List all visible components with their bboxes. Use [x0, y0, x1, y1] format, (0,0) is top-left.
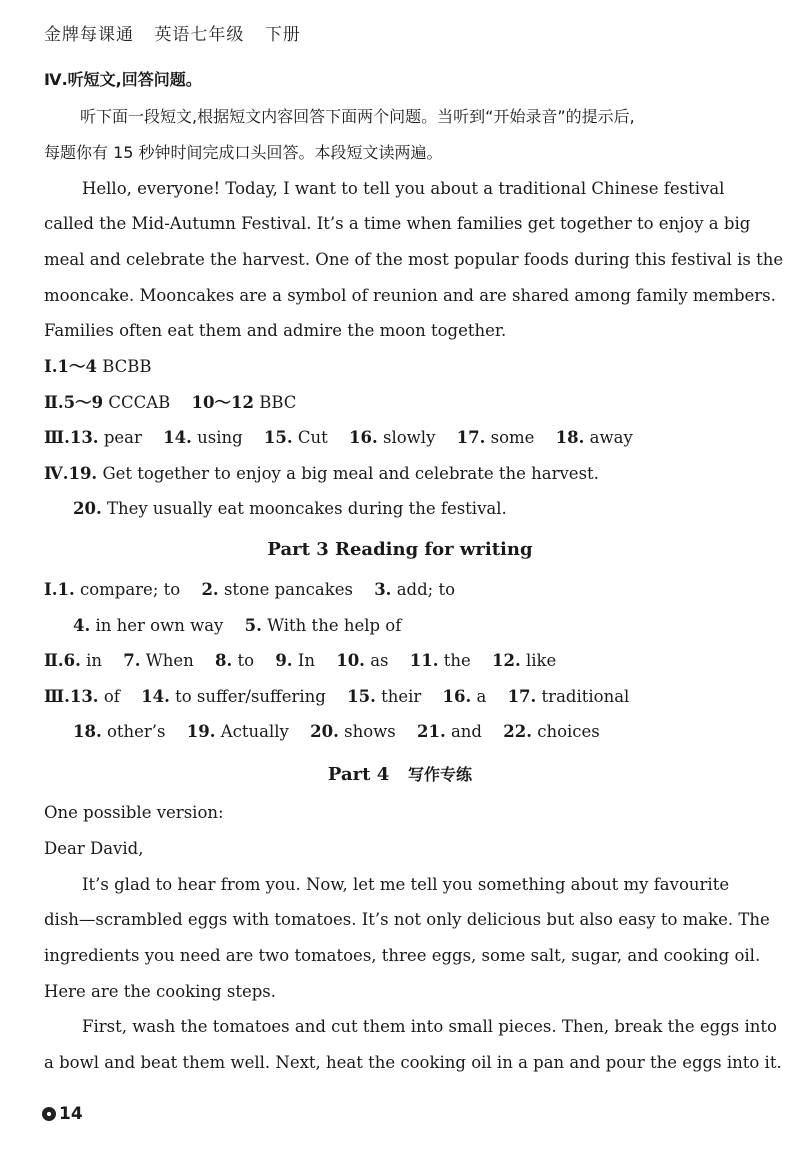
item-answer: of [103, 687, 120, 706]
item-number: 15. [347, 687, 376, 706]
answer-text: BBC [259, 393, 297, 412]
subject-title: 英语七年级 [154, 25, 245, 45]
essay-intro: One possible version: [44, 803, 224, 822]
item-number: 11. [409, 651, 439, 670]
item-answer: traditional [541, 687, 630, 706]
essay-line: a bowl and beat them well. Next, heat the cooking oil in a pan and pour the eggs into it. [44, 1053, 782, 1072]
item-answer: in [86, 651, 103, 670]
item-number: 13. [69, 428, 99, 447]
item-answer: away [589, 428, 633, 447]
item-number: 1. [57, 580, 75, 599]
item-answer: When [145, 651, 194, 670]
passage-line: mooncake. Mooncakes are a symbol of reunion and are shared among family members. [44, 286, 776, 305]
answer-text: CCCAB [108, 393, 171, 412]
passage-line: Families often eat them and admire the moon together. [44, 321, 507, 340]
page-number [42, 1104, 83, 1124]
answer-row-ii [44, 393, 760, 413]
part-3-title: Part 3 Reading for writing [267, 539, 533, 560]
item-number: 2. [201, 580, 219, 599]
part3-row-i-2 [73, 616, 760, 636]
answer-label: Ⅱ.5～9 [44, 393, 104, 412]
item-number: 4. [73, 616, 91, 635]
item-number: 20. [310, 722, 339, 741]
instruction-line-2: 每题你有 15 秒钟时间完成口头回答。本段短文读两遍。 [44, 143, 443, 162]
item-number: 12. [492, 651, 521, 670]
item-number: 16. [442, 687, 472, 706]
item-number: 6. [63, 651, 81, 670]
item-answer: Cut [297, 428, 328, 447]
answer-text: Get together to enjoy a big meal and celebrate the harvest. [102, 464, 599, 483]
part3-row-ii [44, 651, 760, 671]
answer-text: They usually eat mooncakes during the festival. [106, 499, 507, 518]
item-answer: the [443, 651, 471, 670]
item-answer: some [490, 428, 535, 447]
item-answer: add; to [396, 580, 456, 599]
item-answer: In [297, 651, 315, 670]
answer-label: Ⅰ.1～4 [44, 357, 97, 376]
item-answer: Actually [220, 722, 289, 741]
item-answer: stone pancakes [223, 580, 353, 599]
item-number: 3. [374, 580, 392, 599]
book-title: 金牌每课通 [44, 25, 134, 45]
answer-row-iii [44, 428, 760, 448]
item-number: 5. [244, 616, 262, 635]
item-number: 19. [186, 722, 216, 741]
item-answer: to suffer/suffering [175, 687, 326, 706]
passage-line: meal and celebrate the harvest. One of the most popular foods during this festival is the [44, 250, 784, 269]
item-number: 21. [416, 722, 446, 741]
answer-row-iv [44, 464, 760, 484]
answer-label: 10～12 [191, 393, 254, 412]
essay-line: dish—scrambled eggs with tomatoes. It’s not only delicious but also easy to make. The [44, 910, 770, 929]
item-answer: a [476, 687, 487, 706]
item-number: 7. [123, 651, 141, 670]
part3-row-iii-1 [44, 687, 760, 707]
answer-label: Ⅲ. [44, 687, 70, 706]
volume-title: 下册 [264, 25, 301, 45]
item-number: 15. [263, 428, 293, 447]
answer-label: Ⅳ.19. [44, 464, 98, 483]
answer-row-i [44, 357, 760, 377]
item-number: 16. [349, 428, 378, 447]
answer-label: Ⅲ. [44, 428, 70, 447]
answer-label: Ⅰ. [44, 580, 58, 599]
item-answer: and [450, 722, 482, 741]
essay-line: It’s glad to hear from you. Now, let me tell you something about my favourite [82, 875, 730, 894]
item-number: 13. [69, 687, 99, 706]
item-answer: choices [537, 722, 600, 741]
item-answer: pear [103, 428, 142, 447]
answer-label: Ⅱ. [44, 651, 64, 670]
essay-line: ingredients you need are two tomatoes, three eggs, some salt, sugar, and cooking oil. [44, 946, 761, 965]
part-4-title [0, 762, 800, 785]
answer-text: BCBB [102, 357, 152, 376]
item-answer: as [370, 651, 389, 670]
answer-label: 20. [73, 499, 102, 518]
passage-line: called the Mid-Autumn Festival. It’s a time when families get together to enjoy a big [44, 214, 751, 233]
item-answer: other’s [106, 722, 166, 741]
item-answer: like [525, 651, 557, 670]
page-marker-icon [42, 1107, 56, 1121]
item-number: 17. [456, 428, 486, 447]
item-answer: using [197, 428, 243, 447]
item-answer: their [381, 687, 422, 706]
item-number: 9. [275, 651, 293, 670]
answer-row-20 [73, 499, 760, 519]
item-number: 14. [163, 428, 192, 447]
item-answer: slowly [382, 428, 436, 447]
part3-row-iii-2 [73, 722, 760, 742]
essay-greeting: Dear David, [44, 839, 144, 858]
item-number: 8. [215, 651, 233, 670]
item-answer: compare; to [79, 580, 181, 599]
item-number: 17. [507, 687, 537, 706]
page-header [44, 20, 315, 45]
instruction-line-1: 听下面一段短文,根据短文内容回答下面两个问题。当听到“开始录音”的提示后, [80, 107, 635, 126]
page-number-text: 14 [59, 1104, 83, 1124]
section-iv-title: Ⅳ.听短文,回答问题。 [44, 70, 202, 89]
item-answer: shows [344, 722, 396, 741]
essay-line: Here are the cooking steps. [44, 982, 277, 1001]
item-number: 18. [73, 722, 102, 741]
item-number: 10. [336, 651, 365, 670]
passage-line: Hello, everyone! Today, I want to tell you about a traditional Chinese festival [82, 179, 725, 198]
item-number: 22. [503, 722, 532, 741]
item-answer: to [237, 651, 255, 670]
item-answer: With the help of [267, 616, 402, 635]
item-number: 14. [141, 687, 170, 706]
part-4-title-en: Part 4 [327, 764, 390, 785]
part3-row-i-1 [44, 580, 760, 600]
essay-line: First, wash the tomatoes and cut them into small pieces. Then, break the eggs into [82, 1017, 777, 1036]
item-answer: in her own way [95, 616, 224, 635]
item-number: 18. [555, 428, 585, 447]
part-4-title-cn: 写作专练 [408, 765, 473, 784]
